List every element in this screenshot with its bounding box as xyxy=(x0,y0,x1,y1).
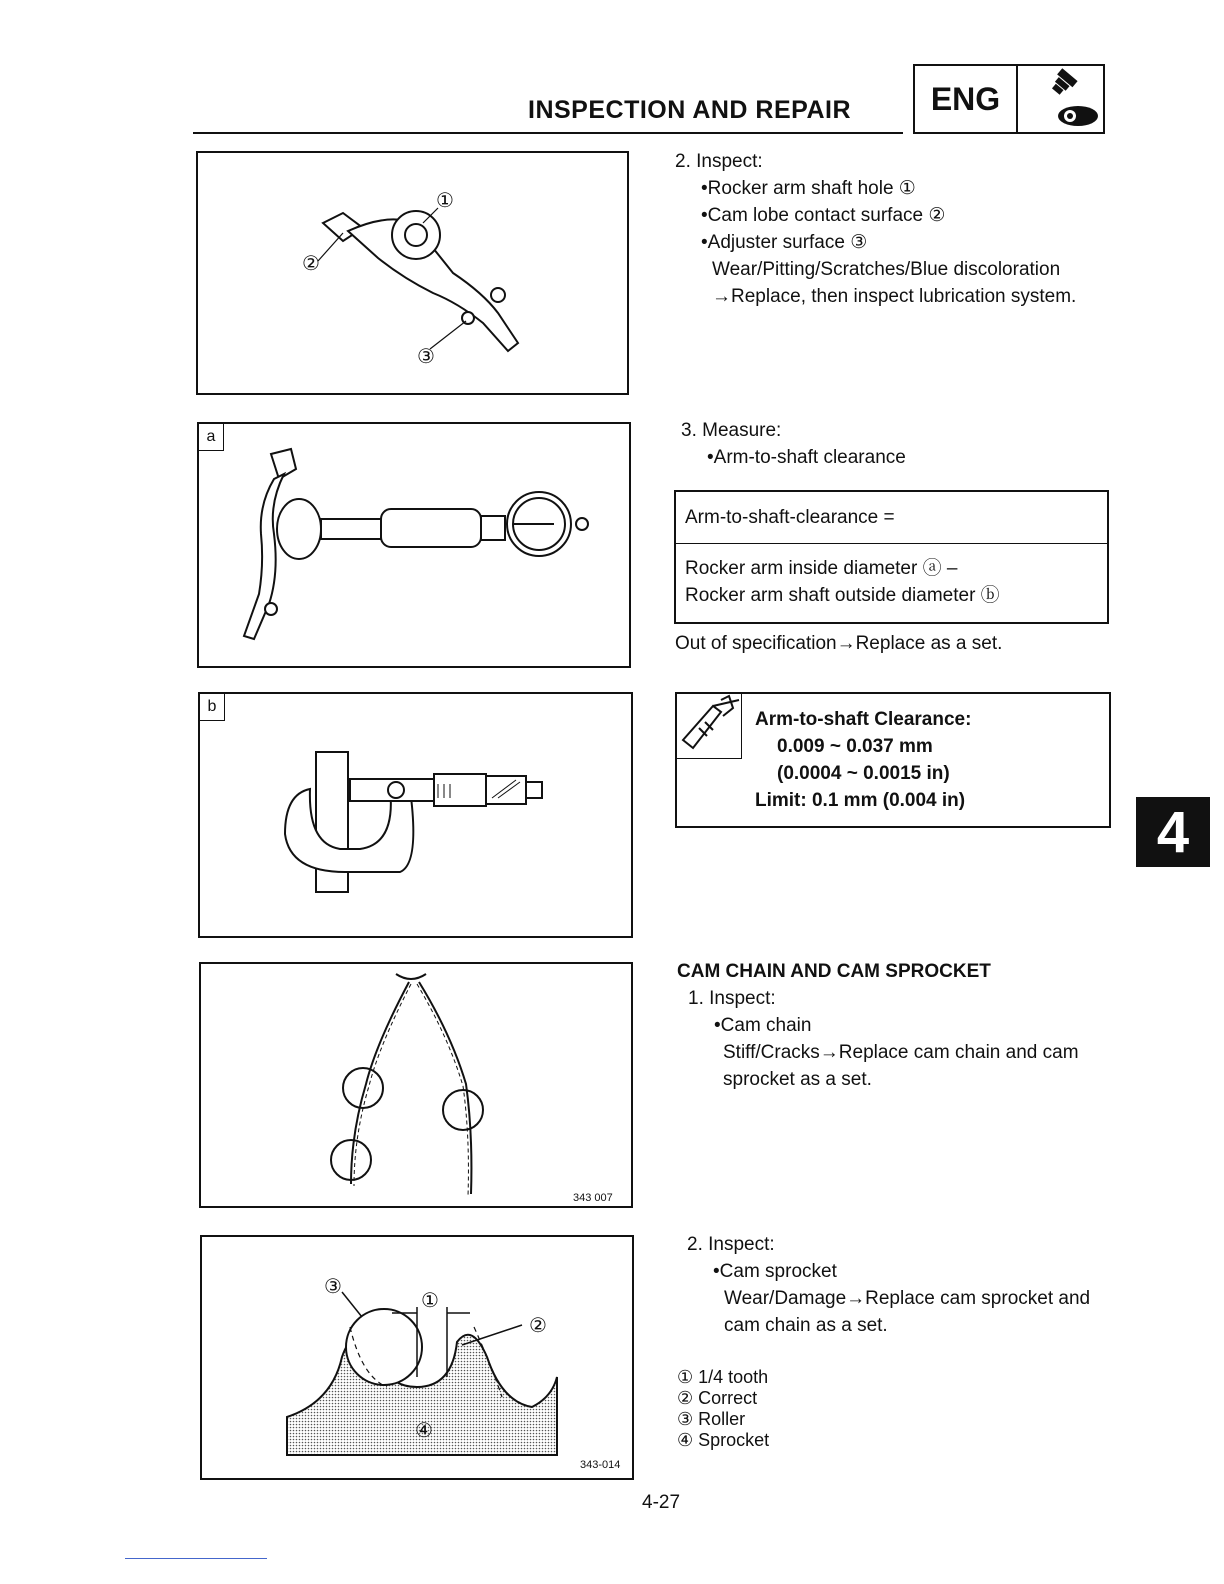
caliper-icon xyxy=(677,694,742,759)
legend xyxy=(677,1367,769,1451)
formula-title: Arm-to-shaft-clearance = xyxy=(676,492,1107,544)
footer-rule xyxy=(125,1558,267,1559)
legend-item: ① 1/4 tooth xyxy=(677,1367,769,1387)
rocker-inspect-block xyxy=(675,148,1076,310)
rocker-arm-illustration xyxy=(198,153,627,393)
sprocket-callout-3: ③ xyxy=(324,1276,342,1298)
list-item: •Cam sprocket xyxy=(713,1261,837,1282)
out-of-spec-text: Out of specification→Replace as a set. xyxy=(675,633,1003,654)
page-number: 4-27 xyxy=(642,1492,681,1513)
cam-chain-block xyxy=(677,958,1079,1093)
note-text: Stiff/Cracks→Replace cam chain and cam xyxy=(723,1042,1079,1063)
figure-rocker-arm xyxy=(196,151,629,395)
note-text: Wear/Pitting/Scratches/Blue discoloration xyxy=(712,259,1061,280)
micrometer-illustration xyxy=(200,694,631,936)
step-heading: 1. Inspect: xyxy=(688,988,776,1009)
figure-micrometer xyxy=(198,692,633,938)
section-badge xyxy=(913,64,1105,134)
spec-value-in: (0.0004 ~ 0.0015 in) xyxy=(777,763,950,784)
list-item: •Arm-to-shaft clearance xyxy=(707,447,906,468)
step-heading: 3. Measure: xyxy=(681,420,782,441)
note-text: cam chain as a set. xyxy=(724,1315,888,1336)
spec-title: Arm-to-shaft Clearance: xyxy=(755,709,972,730)
figure-label-b: b xyxy=(200,694,225,721)
list-item: •Adjuster surface ③ xyxy=(701,232,868,253)
figure-bore-gauge xyxy=(197,422,631,668)
figure-code: 343 007 xyxy=(573,1192,613,1204)
step-heading: 2. Inspect: xyxy=(687,1234,775,1255)
list-item: •Cam lobe contact surface ② xyxy=(701,205,946,226)
formula-box xyxy=(674,490,1109,624)
note-text: →Replace, then inspect lubrication system. xyxy=(712,286,1077,307)
step-heading: 2. Inspect: xyxy=(675,151,763,172)
list-item: •Cam chain xyxy=(714,1015,812,1036)
sprocket-callout-2: ② xyxy=(529,1315,547,1337)
bore-gauge-illustration xyxy=(199,424,629,666)
spec-limit: Limit: 0.1 mm (0.004 in) xyxy=(755,790,966,811)
list-item: •Rocker arm shaft hole ① xyxy=(701,178,916,199)
spec-value-mm: 0.009 ~ 0.037 mm xyxy=(777,736,933,757)
cam-chain-illustration xyxy=(201,964,631,1206)
section-title: CAM CHAIN AND CAM SPROCKET xyxy=(677,961,991,982)
figure-cam-chain xyxy=(199,962,633,1208)
header-rule xyxy=(193,132,903,134)
spec-box xyxy=(675,692,1111,828)
callout-2: ② xyxy=(302,253,320,275)
figure-label-a: a xyxy=(199,424,224,451)
page-title: INSPECTION AND REPAIR xyxy=(528,96,852,124)
formula-line: Rocker arm shaft outside diameter ⓑ xyxy=(685,585,1000,606)
note-text: Wear/Damage→Replace cam sprocket and xyxy=(724,1288,1091,1309)
rocker-measure-block xyxy=(681,417,906,471)
engine-valve-icon xyxy=(1018,66,1103,132)
badge-label: ENG xyxy=(915,66,1018,132)
sprocket-callout-1: ① xyxy=(421,1290,439,1312)
note-text: sprocket as a set. xyxy=(723,1069,872,1090)
legend-item: ④ Sprocket xyxy=(677,1430,770,1450)
callout-1: ① xyxy=(436,190,454,212)
formula-line: Rocker arm inside diameter ⓐ – xyxy=(685,558,958,579)
sprocket-illustration xyxy=(202,1237,632,1478)
chapter-tab: 4 xyxy=(1136,797,1210,867)
figure-code: 343-014 xyxy=(580,1459,621,1471)
legend-item: ② Correct xyxy=(677,1388,758,1408)
callout-3: ③ xyxy=(417,346,435,368)
legend-item: ③ Roller xyxy=(677,1409,746,1429)
cam-sprocket-block xyxy=(687,1231,1090,1339)
figure-sprocket xyxy=(200,1235,634,1480)
sprocket-callout-4: ④ xyxy=(415,1420,433,1442)
